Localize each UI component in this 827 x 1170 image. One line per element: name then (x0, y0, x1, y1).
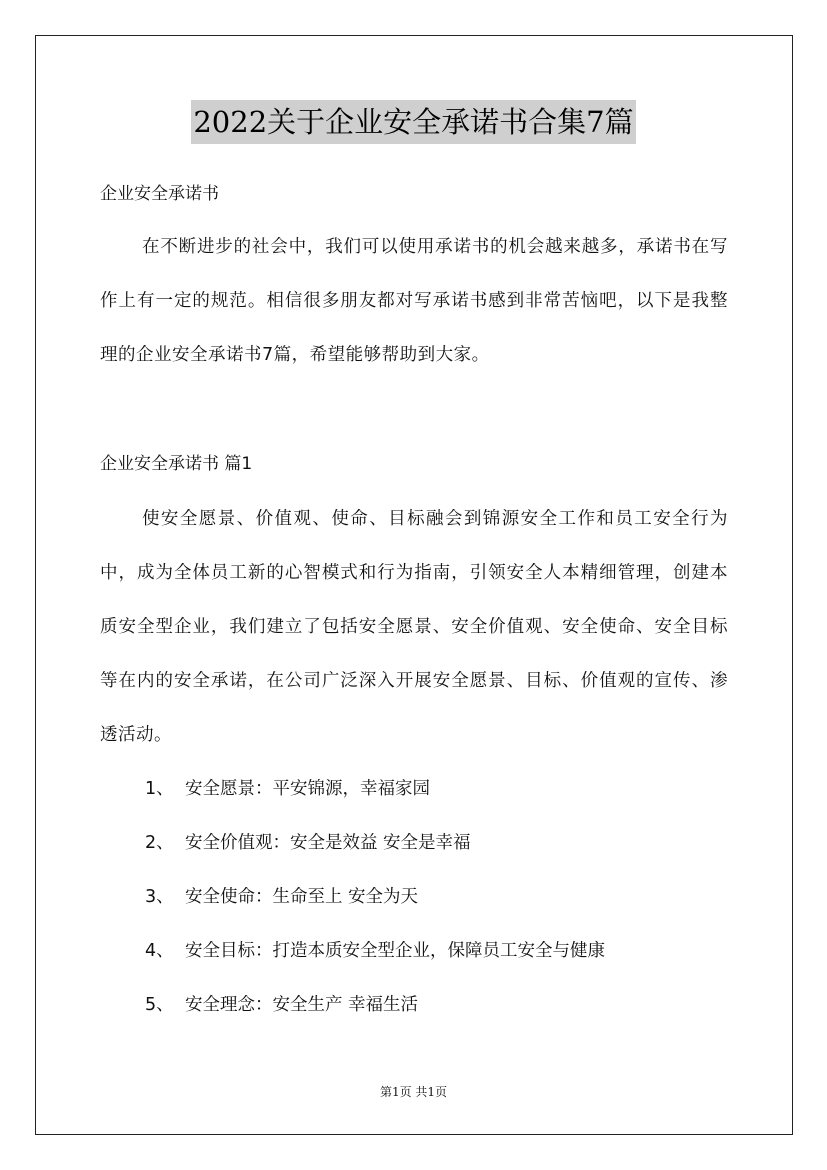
section1-heading: 企业安全承诺书 篇1 (100, 454, 253, 474)
list-item-number: 1、 (145, 779, 174, 799)
list-item-text: 安全目标：打造本质安全型企业，保障员工安全与健康 (185, 941, 605, 961)
commitment-list (145, 762, 605, 1032)
list-item (145, 816, 605, 870)
list-item-number: 4、 (145, 941, 174, 961)
list-item-number: 3、 (145, 887, 174, 907)
list-item (145, 870, 605, 924)
list-item-text: 安全使命：生命至上 安全为天 (185, 887, 419, 907)
list-item-text: 安全理念：安全生产 幸福生活 (185, 995, 419, 1015)
page-footer: 第1页 共1页 (379, 1085, 448, 1099)
list-item-text: 安全价值观：安全是效益 安全是幸福 (185, 833, 471, 853)
list-item-text: 安全愿景：平安锦源，幸福家园 (185, 779, 430, 799)
list-item-number: 2、 (145, 833, 174, 853)
document-title: 2022关于企业安全承诺书合集7篇 (191, 100, 635, 144)
list-item (145, 762, 605, 816)
list-item (145, 978, 605, 1032)
intro-paragraph: 在不断进步的社会中，我们可以使用承诺书的机会越来越多，承诺书在写作上有一定的规范。相信很多朋友都对写承诺书感到非常苦恼吧，以下是我整理的企业安全承诺书7篇，希望能够帮助到大家。 (100, 237, 728, 365)
list-item-number: 5、 (145, 995, 174, 1015)
section1-paragraph: 使安全愿景、价值观、使命、目标融会到锦源安全工作和员工安全行为中，成为全体员工新的心智模式和行为指南，引领安全人本精细管理，创建本质安全型企业，我们建立了包括安全愿景、安全价值观、安全使命、安全目标等在内的安全承诺，在公司广泛深入开展安全愿景、目标、价值观的宣传、渗透活动。 (100, 509, 728, 745)
list-item (145, 924, 605, 978)
intro-heading: 企业安全承诺书 (100, 184, 219, 204)
document-title-wrapper (0, 100, 827, 144)
